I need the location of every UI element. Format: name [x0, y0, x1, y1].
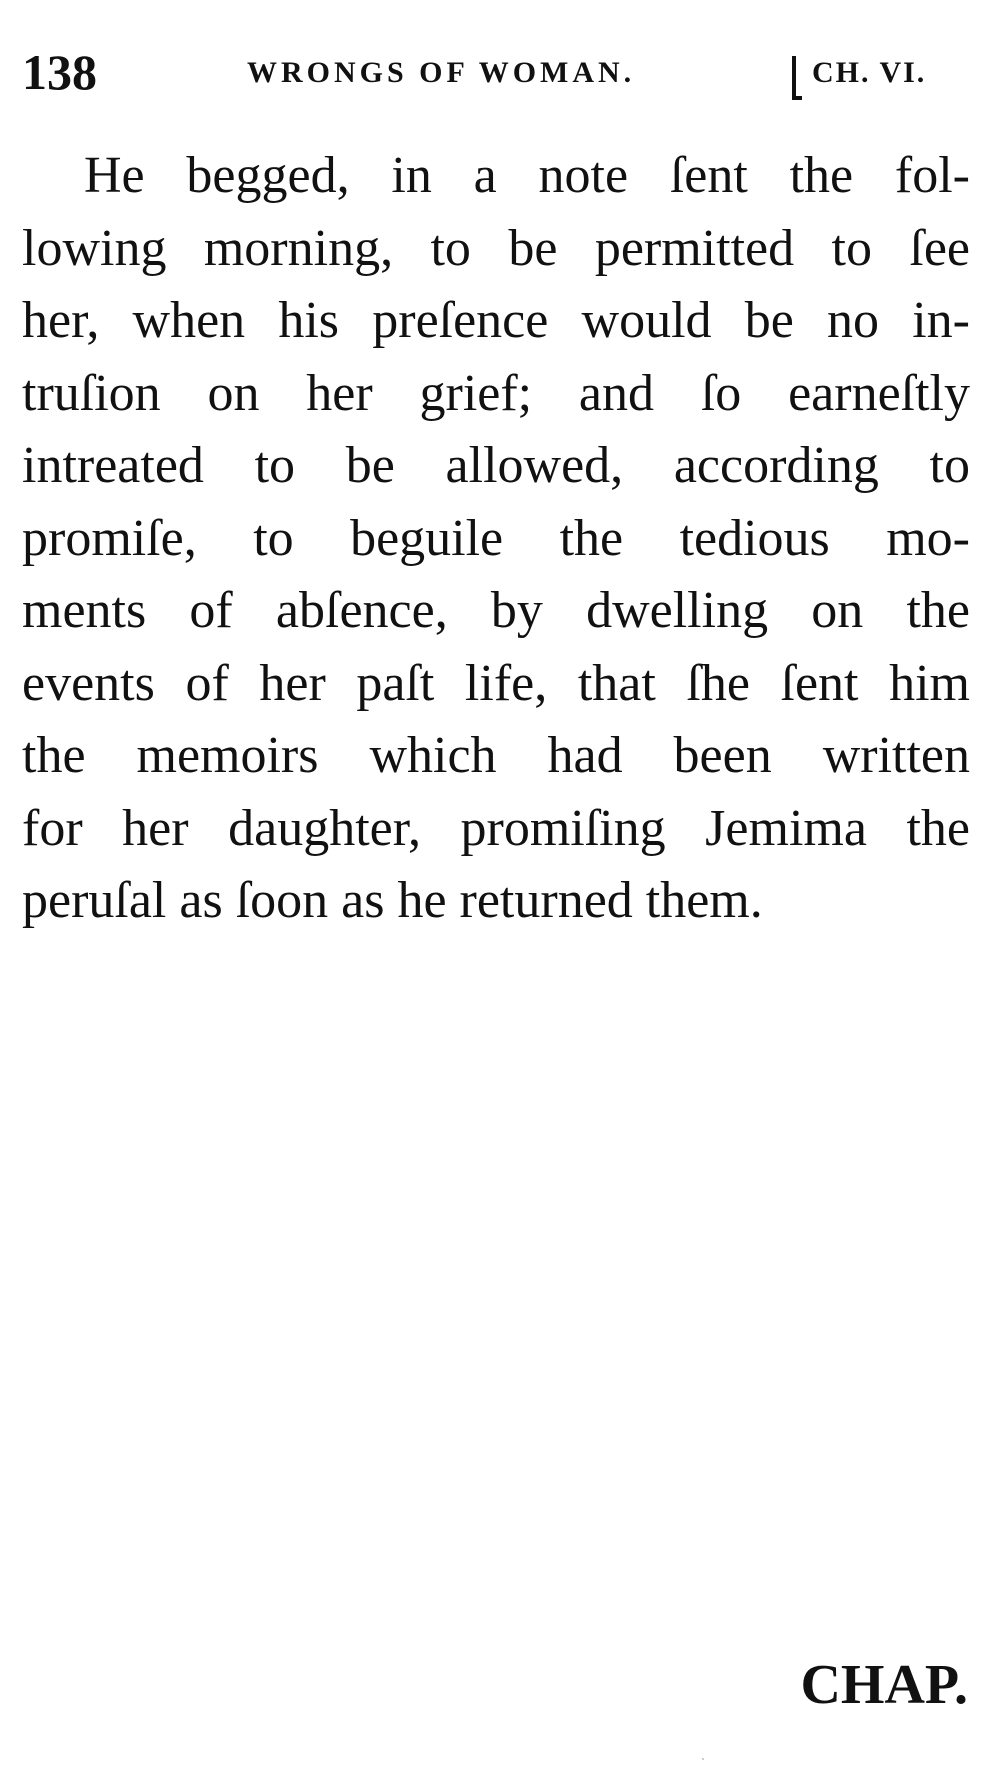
- chapter-reference: CH. VI.: [812, 56, 927, 89]
- text-line: truſion on her grief; and ſo earneſtly: [22, 364, 970, 422]
- text-line: her, when his preſence would be no in-: [22, 292, 970, 349]
- running-title: WRONGS OF WOMAN.: [247, 56, 636, 89]
- paper-speck: [702, 1758, 704, 1760]
- chapter-bracket: [792, 56, 802, 100]
- body-paragraph: [22, 140, 970, 938]
- running-head: [22, 42, 970, 102]
- text-line: He begged, in a note ſent the fol-: [84, 147, 970, 204]
- page-number: 138: [22, 44, 97, 100]
- text-line: peruſal as ſoon as he returned them.: [22, 872, 763, 929]
- text-line: the memoirs which had been written: [22, 727, 970, 784]
- catchword: CHAP.: [800, 1654, 968, 1716]
- text-line: for her daughter, promiſing Jemima the: [22, 799, 970, 857]
- text-line: lowing morning, to be permitted to ſee: [22, 219, 970, 277]
- text-line: promiſe, to beguile the tedious mo-: [22, 509, 970, 567]
- text-line: ments of abſence, by dwelling on the: [22, 582, 970, 639]
- text-line: events of her paſt life, that ſhe ſent him: [22, 654, 970, 712]
- text-line: intreated to be allowed, according to: [22, 437, 970, 494]
